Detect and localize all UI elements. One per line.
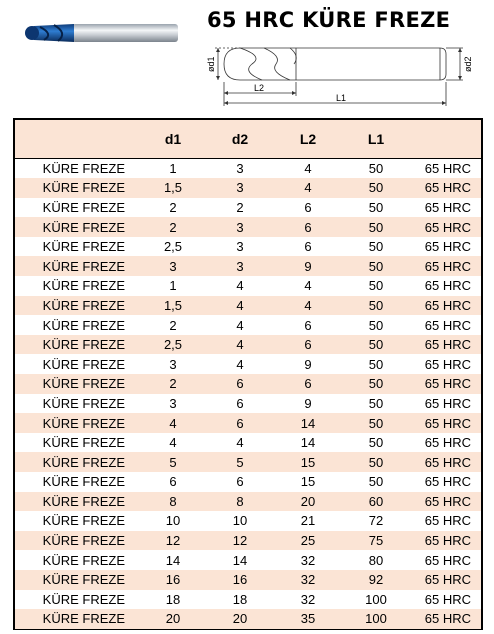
cell-l1: 100: [365, 611, 387, 627]
cell-product-name: KÜRE FREZE: [42, 611, 125, 627]
cell-product-name: KÜRE FREZE: [42, 591, 125, 607]
cell-d1: 3: [169, 395, 177, 411]
cell-d1: 8: [169, 493, 177, 509]
cell-l2: 20: [300, 493, 316, 509]
cell-l1: 50: [368, 337, 384, 353]
cell-d2: 4: [236, 337, 244, 353]
cell-l1: 50: [368, 199, 384, 215]
cell-product-name: KÜRE FREZE: [42, 219, 125, 235]
cell-hardness: 65 HRC: [424, 493, 471, 509]
cell-hardness: 65 HRC: [424, 533, 471, 549]
header-hardness: [401, 120, 481, 158]
cell-hardness: 65 HRC: [424, 278, 471, 294]
l1-label: L1: [336, 93, 347, 103]
cell-hardness: 65 HRC: [424, 258, 471, 274]
cell-hardness: 65 HRC: [424, 611, 471, 627]
table-row: [15, 570, 481, 590]
cell-d2: 6: [236, 376, 244, 392]
cell-d2: 20: [232, 611, 248, 627]
cell-d1: 18: [165, 591, 181, 607]
cell-l1: 80: [368, 552, 384, 568]
cell-d1: 6: [169, 474, 177, 490]
cell-l2: 32: [300, 572, 316, 588]
cell-product-name: KÜRE FREZE: [42, 395, 125, 411]
cell-l1: 50: [368, 180, 384, 196]
table-row: [15, 178, 481, 198]
table-row: [15, 335, 481, 355]
cell-hardness: 65 HRC: [424, 415, 471, 431]
cell-d1: 2: [169, 219, 177, 235]
cell-d1: 1,5: [163, 180, 183, 196]
cell-d2: 8: [236, 493, 244, 509]
cell-d2: 3: [236, 219, 244, 235]
cell-l2: 4: [304, 278, 312, 294]
table-row: [15, 531, 481, 551]
cell-d2: 4: [236, 317, 244, 333]
cell-product-name: KÜRE FREZE: [42, 493, 125, 509]
cell-hardness: 65 HRC: [424, 239, 471, 255]
cell-l1: 100: [365, 591, 387, 607]
cell-l1: 50: [368, 160, 384, 176]
table-row: [15, 433, 481, 453]
cell-d2: 18: [232, 591, 248, 607]
table-row: [15, 315, 481, 335]
cell-product-name: KÜRE FREZE: [42, 337, 125, 353]
cell-l2: 6: [304, 376, 312, 392]
cell-product-name: KÜRE FREZE: [42, 552, 125, 568]
cell-l2: 6: [304, 337, 312, 353]
cell-product-name: KÜRE FREZE: [42, 317, 125, 333]
cell-hardness: 65 HRC: [424, 591, 471, 607]
cell-l1: 50: [368, 239, 384, 255]
cell-l1: 50: [368, 297, 384, 313]
cell-d1: 20: [165, 611, 181, 627]
cell-d1: 2,5: [163, 239, 183, 255]
cell-d1: 3: [169, 258, 177, 274]
cell-d2: 14: [232, 552, 248, 568]
cell-d1: 4: [169, 435, 177, 451]
cell-hardness: 65 HRC: [424, 376, 471, 392]
table-row: [15, 550, 481, 570]
table-row: [15, 492, 481, 512]
cell-l1: 50: [368, 435, 384, 451]
cell-l1: 50: [368, 415, 384, 431]
cell-d1: 4: [169, 415, 177, 431]
cell-d2: 10: [232, 513, 248, 529]
cell-l1: 75: [368, 533, 384, 549]
cell-l2: 6: [304, 199, 312, 215]
cell-d2: 2: [236, 199, 244, 215]
table-row: [15, 609, 481, 629]
cell-product-name: KÜRE FREZE: [42, 513, 125, 529]
d2-label: ød2: [463, 56, 473, 72]
cell-l1: 50: [368, 474, 384, 490]
table-row: [15, 590, 481, 610]
cell-hardness: 65 HRC: [424, 435, 471, 451]
cell-hardness: 65 HRC: [424, 337, 471, 353]
header-l1: L1: [367, 130, 385, 147]
cell-product-name: KÜRE FREZE: [42, 435, 125, 451]
cell-hardness: 65 HRC: [424, 356, 471, 372]
cell-d1: 2,5: [163, 337, 183, 353]
cell-hardness: 65 HRC: [424, 317, 471, 333]
cell-d2: 6: [236, 415, 244, 431]
cell-l2: 14: [300, 435, 316, 451]
cell-hardness: 65 HRC: [424, 513, 471, 529]
ball-end-mill-image: [14, 14, 184, 54]
cell-l2: 35: [300, 611, 316, 627]
cell-product-name: KÜRE FREZE: [42, 180, 125, 196]
l2-label: L2: [254, 83, 265, 93]
cell-l1: 50: [368, 454, 384, 470]
cell-l1: 50: [368, 278, 384, 294]
cell-d2: 4: [236, 297, 244, 313]
cell-d2: 5: [236, 454, 244, 470]
cell-l1: 60: [368, 493, 384, 509]
cell-d2: 3: [236, 239, 244, 255]
cell-d1: 2: [169, 199, 177, 215]
cell-product-name: KÜRE FREZE: [42, 258, 125, 274]
cell-product-name: KÜRE FREZE: [42, 199, 125, 215]
table-row: [15, 256, 481, 276]
cell-hardness: 65 HRC: [424, 219, 471, 235]
cell-d2: 3: [236, 160, 244, 176]
cell-d1: 2: [169, 317, 177, 333]
cell-l2: 4: [304, 297, 312, 313]
cell-l2: 9: [304, 356, 312, 372]
cell-d1: 1: [169, 278, 177, 294]
specs-table: [15, 120, 481, 629]
cell-hardness: 65 HRC: [424, 199, 471, 215]
header-name: [15, 120, 131, 158]
cell-hardness: 65 HRC: [424, 552, 471, 568]
cell-d2: 16: [232, 572, 248, 588]
cell-product-name: KÜRE FREZE: [42, 297, 125, 313]
table-row: [15, 472, 481, 492]
cell-hardness: 65 HRC: [424, 474, 471, 490]
cell-l2: 32: [300, 552, 316, 568]
table-row: [15, 511, 481, 531]
table-row: [15, 374, 481, 394]
cell-l1: 50: [368, 317, 384, 333]
cell-d1: 16: [165, 572, 181, 588]
tool-dimension-diagram: [204, 42, 484, 108]
cell-d2: 6: [236, 395, 244, 411]
cell-product-name: KÜRE FREZE: [42, 239, 125, 255]
cell-l1: 50: [368, 395, 384, 411]
cell-l1: 72: [368, 513, 384, 529]
cell-hardness: 65 HRC: [424, 395, 471, 411]
cell-l1: 92: [368, 572, 384, 588]
cell-hardness: 65 HRC: [424, 572, 471, 588]
cell-l2: 14: [300, 415, 316, 431]
cell-d1: 5: [169, 454, 177, 470]
cell-l1: 50: [368, 258, 384, 274]
cell-d2: 3: [236, 180, 244, 196]
cell-d2: 6: [236, 474, 244, 490]
cell-product-name: KÜRE FREZE: [42, 454, 125, 470]
cell-l1: 50: [368, 376, 384, 392]
cell-l2: 25: [300, 533, 316, 549]
cell-product-name: KÜRE FREZE: [42, 572, 125, 588]
table-row: [15, 276, 481, 296]
cell-l2: 9: [304, 395, 312, 411]
table-row: [15, 394, 481, 414]
cell-d1: 2: [169, 376, 177, 392]
specs-table-container: [13, 118, 483, 630]
cell-product-name: KÜRE FREZE: [42, 533, 125, 549]
cell-l2: 9: [304, 258, 312, 274]
cell-product-name: KÜRE FREZE: [42, 415, 125, 431]
cell-hardness: 65 HRC: [424, 297, 471, 313]
table-row: [15, 296, 481, 316]
page-title: 65 HRC KÜRE FREZE: [207, 8, 451, 32]
cell-d1: 1,5: [163, 297, 183, 313]
cell-product-name: KÜRE FREZE: [42, 278, 125, 294]
cell-l1: 50: [368, 219, 384, 235]
cell-product-name: KÜRE FREZE: [42, 356, 125, 372]
cell-d1: 12: [165, 533, 181, 549]
table-row: [15, 217, 481, 237]
header-l2: L2: [299, 130, 317, 147]
cell-d2: 3: [236, 258, 244, 274]
header-d2: d2: [231, 130, 249, 147]
cell-l2: 4: [304, 160, 312, 176]
table-row: [15, 354, 481, 374]
table-row: [15, 452, 481, 472]
cell-d1: 10: [165, 513, 181, 529]
cell-l2: 32: [300, 591, 316, 607]
cell-hardness: 65 HRC: [424, 180, 471, 196]
table-row: [15, 237, 481, 257]
table-row: [15, 198, 481, 218]
cell-d1: 14: [165, 552, 181, 568]
header-d1: d1: [164, 130, 182, 147]
cell-d2: 4: [236, 278, 244, 294]
cell-d1: 1: [169, 160, 177, 176]
table-header-row: [15, 120, 481, 158]
cell-l2: 21: [300, 513, 316, 529]
cell-l1: 50: [368, 356, 384, 372]
cell-d1: 3: [169, 356, 177, 372]
cell-product-name: KÜRE FREZE: [42, 474, 125, 490]
d1-label: ød1: [206, 56, 216, 72]
cell-hardness: 65 HRC: [424, 454, 471, 470]
cell-product-name: KÜRE FREZE: [42, 160, 125, 176]
cell-l2: 4: [304, 180, 312, 196]
cell-d2: 12: [232, 533, 248, 549]
cell-l2: 6: [304, 317, 312, 333]
table-row: [15, 413, 481, 433]
table-row: [15, 158, 481, 178]
cell-l2: 6: [304, 239, 312, 255]
cell-hardness: 65 HRC: [424, 160, 471, 176]
cell-d2: 4: [236, 435, 244, 451]
cell-l2: 15: [300, 454, 316, 470]
cell-l2: 15: [300, 474, 316, 490]
cell-l2: 6: [304, 219, 312, 235]
cell-d2: 4: [236, 356, 244, 372]
cell-product-name: KÜRE FREZE: [42, 376, 125, 392]
